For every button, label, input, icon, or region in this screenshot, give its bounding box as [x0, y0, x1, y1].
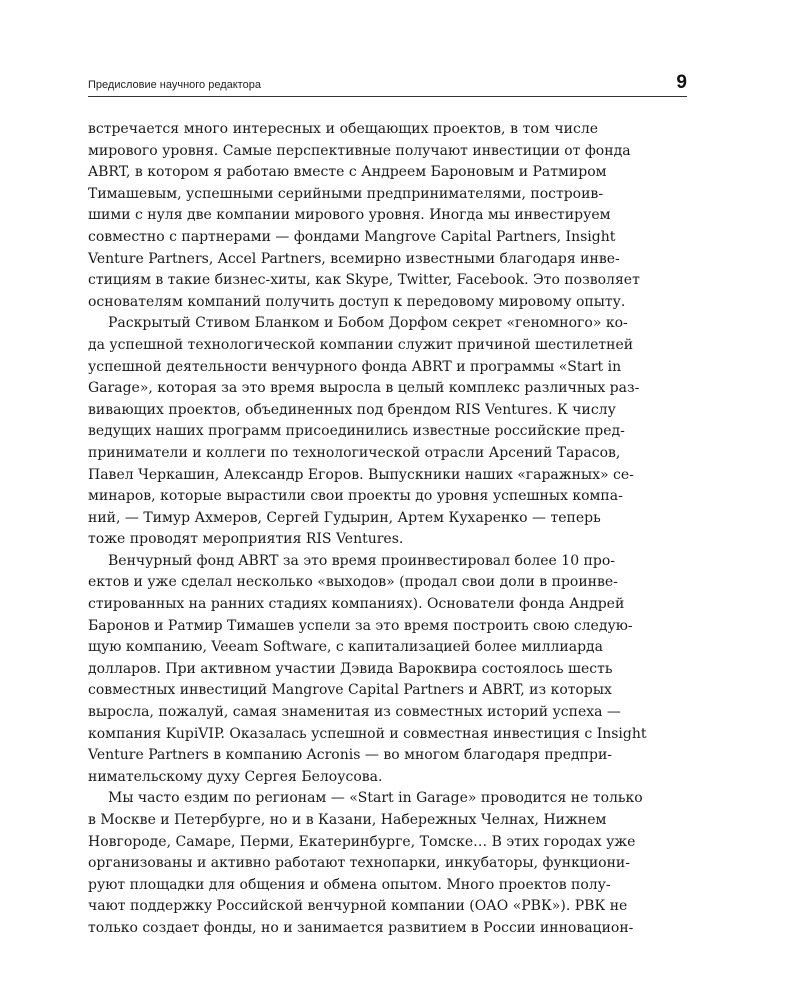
text-line: щую компанию, Veeam Software, с капитализацией более миллиарда	[88, 639, 604, 656]
text-line: выросла, пожалуй, самая знаменитая из совместных историй успеха —	[88, 704, 621, 721]
section-title: Предисловие научного редактора	[88, 79, 261, 91]
text-line: чают поддержку Российской венчурной компании (ОАО «РВК»). РВК не	[88, 898, 628, 915]
body-text	[88, 119, 647, 940]
text-line: Баронов и Ратмир Тимашев успели за это время построить свою следую-	[88, 617, 633, 634]
header-rule	[88, 96, 687, 97]
text-line: нимательскому духу Сергея Белоусова.	[88, 768, 383, 785]
text-line: ектов и уже сделал несколько «выходов» (продал свои доли в проинве-	[88, 574, 618, 591]
text-line: руют площадки для общения и обмена опытом. Много проектов полу-	[88, 876, 611, 893]
paragraph	[88, 313, 640, 551]
text-line: ведущих наших программ присоединились известные российские пред-	[88, 423, 625, 440]
text-line: Venture Partners, Accel Partners, всемирно известными благодаря инве-	[88, 250, 620, 267]
paragraph	[88, 551, 647, 789]
text-line: Garage», которая за это время выросла в целый комплекс различных раз-	[88, 380, 640, 397]
text-line: Раскрытый Стивом Бланком и Бобом Дорфом секрет «геномного» ко-	[108, 315, 628, 332]
text-line: ABRT, в котором я работаю вместе с Андреем Бароновым и Ратмиром	[88, 164, 607, 181]
text-line: Павел Черкашин, Александр Егоров. Выпускники наших «гаражных» се-	[88, 466, 634, 483]
text-line: Новгороде, Самаре, Перми, Екатеринбурге, Томске… В этих городах уже	[88, 833, 636, 850]
text-line: Тимашевым, успешными серийными предпринимателями, построив-	[88, 185, 604, 202]
text-line: вивающих проектов, объединенных под брендом RIS Ventures. К числу	[88, 401, 616, 418]
text-line: совместно с партнерами — фондами Mangrove Capital Partners, Insight	[88, 228, 616, 245]
text-line: Venture Partners в компанию Acronis — во многом благодаря предпри-	[88, 747, 613, 764]
text-line: Мы часто ездим по регионам — «Start in Garage» проводится не только	[108, 790, 643, 807]
text-line: основателям компаний получить доступ к передовому мировому опыту.	[88, 293, 626, 310]
text-line: мирового уровня. Самые перспективные получают инвестиции от фонда	[88, 142, 631, 159]
text-line: да успешной технологической компании служит причиной шестилетней	[88, 336, 634, 353]
text-line: компания KupiVIP. Оказалась успешной и совместная инвестиция с Insight	[88, 725, 647, 742]
page-number: 9	[676, 72, 687, 93]
text-line: только создает фонды, но и занимается развитием в России инновацион-	[88, 919, 634, 936]
text-line: минаров, которые вырастили свои проекты до уровня успешных компа-	[88, 488, 623, 505]
text-line: организованы и активно работают технопарки, инкубаторы, функциони-	[88, 855, 630, 872]
text-line: Венчурный фонд ABRT за это время проинвестировал более 10 про-	[108, 552, 616, 569]
paragraph	[88, 119, 640, 313]
text-line: долларов. При активном участии Дэвида Вароквира состоялось шесть	[88, 660, 613, 677]
text-line: стициям в такие бизнес-хиты, как Skype, Twitter, Facebook. Это позволяет	[88, 272, 640, 289]
paragraph	[88, 788, 643, 939]
text-line: шими с нуля две компании мирового уровня. Иногда мы инвестируем	[88, 207, 611, 224]
running-header	[88, 72, 687, 94]
text-line: приниматели и коллеги по технологической отрасли Арсений Тарасов,	[88, 444, 621, 461]
text-line: тоже проводят мероприятия RIS Ventures.	[88, 531, 404, 548]
text-line: в Москве и Петербурге, но и в Казани, Набережных Челнах, Нижнем	[88, 812, 607, 828]
text-line: совместных инвестиций Mangrove Capital Partners и ABRT, из которых	[88, 682, 612, 699]
text-line: успешной деятельности венчурного фонда ABRT и программы «Start in	[88, 358, 622, 375]
text-line: встречается много интересных и обещающих проектов, в том числе	[88, 121, 598, 137]
text-line: стированных на ранних стадиях компаниях). Основатели фонда Андрей	[88, 596, 625, 613]
text-line: ний, — Тимур Ахмеров, Сергей Гудырин, Артем Кухаренко — теперь	[88, 509, 601, 526]
